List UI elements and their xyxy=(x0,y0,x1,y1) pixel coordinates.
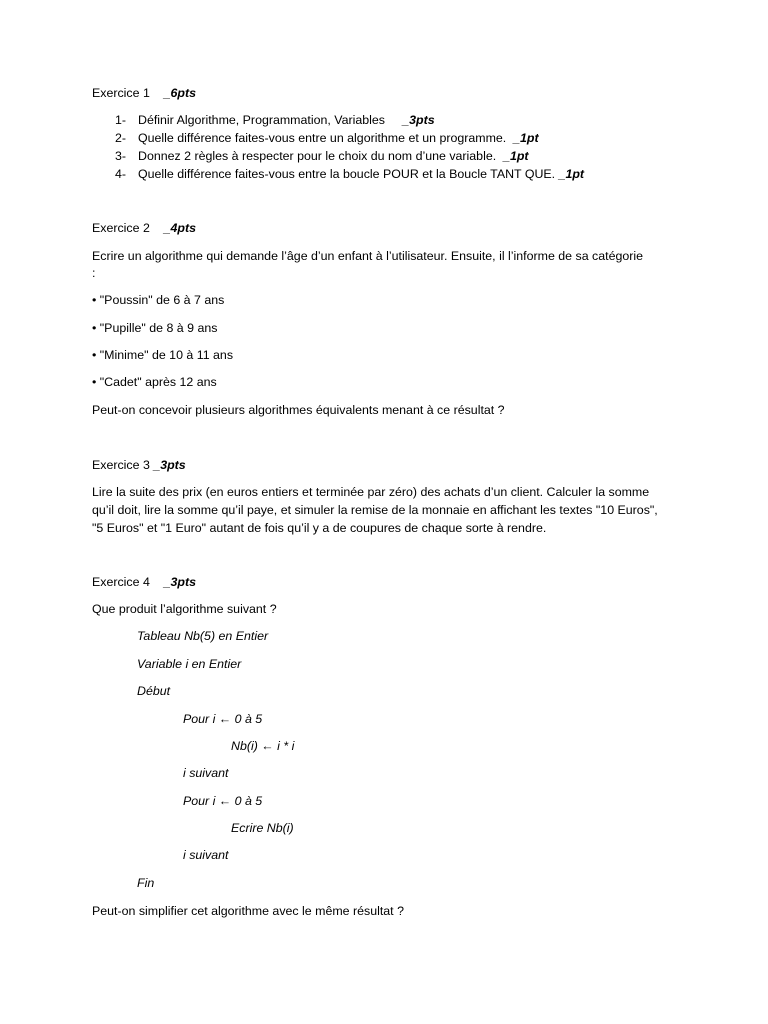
exercise-1-item xyxy=(115,149,529,164)
exercise-4-question: Que produit l’algorithme suivant ? xyxy=(92,602,277,616)
exercise-1-item xyxy=(115,131,539,146)
code-line: Pour i ← 0 à 5 xyxy=(183,794,263,808)
exercise-4-points: _3pts xyxy=(163,575,197,589)
code-line: i suivant xyxy=(183,766,229,780)
exercise-1-item xyxy=(115,113,435,128)
item-number: 3- xyxy=(115,149,127,163)
code-line: i suivant xyxy=(183,848,229,862)
exercise-2-points: _4pts xyxy=(163,221,197,235)
exercise-2-question: Peut-on concevoir plusieurs algorithmes équivalents menant à ce résultat ? xyxy=(92,403,505,417)
code-line: Fin xyxy=(137,876,155,890)
exercise-2-intro-cont: : xyxy=(92,266,96,280)
category-item: • "Cadet" après 12 ans xyxy=(92,375,217,389)
item-text: Définir Algorithme, Programmation, Variables xyxy=(138,113,385,127)
exercise-3-text-line: "5 Euros" et "1 Euro" autant de fois qu’il y a de coupures de chaque sorte à rendre. xyxy=(92,521,547,535)
category-item: • "Minime" de 10 à 11 ans xyxy=(92,348,234,362)
code-line: Début xyxy=(137,684,171,698)
exercise-3-text-line: qu’il doit, lire la somme qu’il paye, et simuler la remise de la monnaie en affichant les textes "10 Euros", xyxy=(92,503,658,517)
code-line: Nb(i) ← i * i xyxy=(231,739,295,753)
exercise-3-heading xyxy=(92,458,186,473)
exercise-1-points: _6pts xyxy=(163,86,197,100)
item-text: Quelle différence faites-vous entre un algorithme et un programme. xyxy=(138,131,507,145)
item-text: Quelle différence faites-vous entre la boucle POUR et la Boucle TANT QUE. xyxy=(138,167,556,181)
item-points: _1pt xyxy=(503,149,529,163)
exercise-4-final-question: Peut-on simplifier cet algorithme avec le même résultat ? xyxy=(92,904,404,918)
exercise-1-item xyxy=(115,167,584,182)
code-line: Tableau Nb(5) en Entier xyxy=(137,629,269,643)
exercise-2-title: Exercice 2 xyxy=(92,221,150,235)
item-number: 2- xyxy=(115,131,127,145)
exercise-4-heading xyxy=(92,575,196,590)
exercise-3-points: _3pts xyxy=(153,458,186,472)
exercise-3-title: Exercice 3 xyxy=(92,458,150,472)
code-line: Pour i ← 0 à 5 xyxy=(183,712,263,726)
exercise-1-heading xyxy=(92,86,196,101)
item-points: _1pt xyxy=(558,167,585,181)
category-item: • "Pupille" de 8 à 9 ans xyxy=(92,321,218,335)
code-line: Ecrire Nb(i) xyxy=(231,821,294,835)
category-item: • "Poussin" de 6 à 7 ans xyxy=(92,293,225,307)
item-number: 1- xyxy=(115,113,127,127)
item-number: 4- xyxy=(115,167,127,181)
exercise-2-heading xyxy=(92,221,196,236)
exercise-2-intro: Ecrire un algorithme qui demande l’âge d’un enfant à l’utilisateur. Ensuite, il l’informe de sa catégorie xyxy=(92,249,644,263)
exercise-1-title: Exercice 1 xyxy=(92,86,150,100)
code-line: Variable i en Entier xyxy=(137,657,242,671)
item-points: _1pt xyxy=(513,131,539,145)
exercise-4-title: Exercice 4 xyxy=(92,575,150,589)
item-text: Donnez 2 règles à respecter pour le choix du nom d’une variable. xyxy=(138,149,497,163)
exercise-3-text-line: Lire la suite des prix (en euros entiers et terminée par zéro) des achats d’un client. Calculer la somme xyxy=(92,485,650,499)
item-points: _3pts xyxy=(402,113,435,127)
